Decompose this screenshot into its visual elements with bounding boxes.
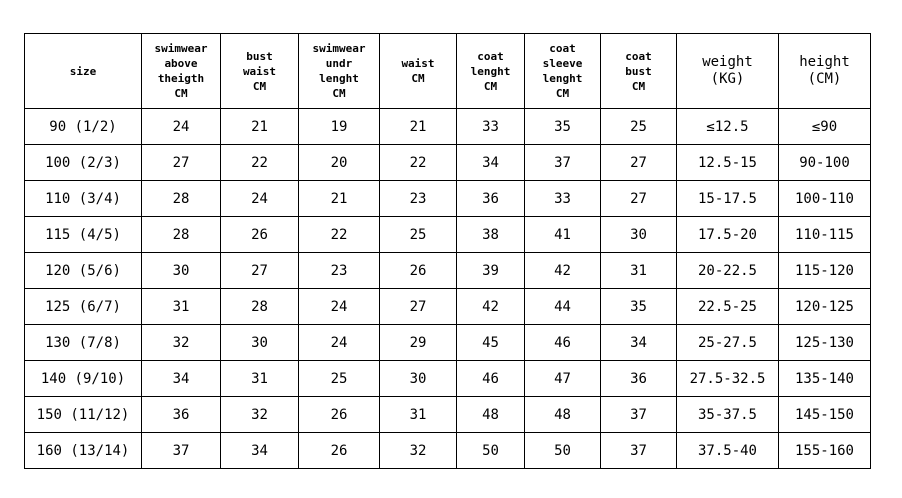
cell-coat-sleeve-length: 47	[525, 361, 601, 397]
table-row	[25, 289, 871, 325]
cell-swimwear-above-thigh: 24	[142, 109, 221, 145]
cell-waist: 30	[380, 361, 457, 397]
cell-bust-waist: 30	[221, 325, 299, 361]
header-weight: weight (KG)	[677, 34, 779, 109]
cell-coat-sleeve-length: 37	[525, 145, 601, 181]
cell-height: 155-160	[779, 433, 871, 469]
cell-coat-bust: 27	[601, 145, 677, 181]
cell-coat-sleeve-length: 48	[525, 397, 601, 433]
table-row	[25, 145, 871, 181]
size-chart-table	[24, 33, 871, 469]
cell-swimwear-above-thigh: 28	[142, 217, 221, 253]
cell-bust-waist: 32	[221, 397, 299, 433]
cell-size: 100 (2/3)	[25, 145, 142, 181]
cell-coat-bust: 27	[601, 181, 677, 217]
cell-height: 115-120	[779, 253, 871, 289]
cell-height: 135-140	[779, 361, 871, 397]
cell-coat-length: 46	[457, 361, 525, 397]
cell-coat-sleeve-length: 50	[525, 433, 601, 469]
cell-coat-length: 38	[457, 217, 525, 253]
header-waist: waist CM	[380, 34, 457, 109]
cell-waist: 27	[380, 289, 457, 325]
cell-bust-waist: 28	[221, 289, 299, 325]
cell-swimwear-above-thigh: 36	[142, 397, 221, 433]
cell-coat-length: 42	[457, 289, 525, 325]
cell-waist: 21	[380, 109, 457, 145]
cell-coat-bust: 25	[601, 109, 677, 145]
cell-coat-bust: 36	[601, 361, 677, 397]
cell-weight: 37.5-40	[677, 433, 779, 469]
table-row	[25, 217, 871, 253]
cell-coat-bust: 31	[601, 253, 677, 289]
cell-swimwear-above-thigh: 31	[142, 289, 221, 325]
table-row	[25, 361, 871, 397]
cell-waist: 31	[380, 397, 457, 433]
cell-coat-sleeve-length: 44	[525, 289, 601, 325]
cell-height: 90-100	[779, 145, 871, 181]
table-row	[25, 433, 871, 469]
header-height: height (CM)	[779, 34, 871, 109]
cell-size: 125 (6/7)	[25, 289, 142, 325]
cell-coat-length: 39	[457, 253, 525, 289]
cell-waist: 29	[380, 325, 457, 361]
cell-size: 130 (7/8)	[25, 325, 142, 361]
cell-coat-length: 45	[457, 325, 525, 361]
cell-coat-length: 50	[457, 433, 525, 469]
cell-weight: 25-27.5	[677, 325, 779, 361]
cell-swimwear-under-length: 24	[299, 289, 380, 325]
header-swimwear-under-length: swimwear undr lenght CM	[299, 34, 380, 109]
cell-size: 120 (5/6)	[25, 253, 142, 289]
header-coat-length: coat lenght CM	[457, 34, 525, 109]
cell-bust-waist: 26	[221, 217, 299, 253]
cell-swimwear-under-length: 22	[299, 217, 380, 253]
cell-bust-waist: 34	[221, 433, 299, 469]
cell-swimwear-under-length: 24	[299, 325, 380, 361]
cell-height: 120-125	[779, 289, 871, 325]
table-body	[25, 109, 871, 469]
cell-size: 150 (11/12)	[25, 397, 142, 433]
cell-height: 145-150	[779, 397, 871, 433]
cell-coat-length: 36	[457, 181, 525, 217]
cell-coat-sleeve-length: 35	[525, 109, 601, 145]
cell-swimwear-above-thigh: 27	[142, 145, 221, 181]
cell-swimwear-above-thigh: 32	[142, 325, 221, 361]
cell-coat-length: 33	[457, 109, 525, 145]
table-row	[25, 397, 871, 433]
cell-waist: 22	[380, 145, 457, 181]
cell-height: 100-110	[779, 181, 871, 217]
cell-size: 160 (13/14)	[25, 433, 142, 469]
table-row	[25, 109, 871, 145]
cell-height: 110-115	[779, 217, 871, 253]
cell-waist: 32	[380, 433, 457, 469]
table-row	[25, 181, 871, 217]
cell-swimwear-under-length: 21	[299, 181, 380, 217]
cell-waist: 26	[380, 253, 457, 289]
cell-height: ≤90	[779, 109, 871, 145]
cell-coat-bust: 37	[601, 397, 677, 433]
header-bust-waist: bust waist CM	[221, 34, 299, 109]
cell-bust-waist: 27	[221, 253, 299, 289]
cell-size: 90 (1/2)	[25, 109, 142, 145]
cell-coat-sleeve-length: 41	[525, 217, 601, 253]
cell-coat-sleeve-length: 46	[525, 325, 601, 361]
cell-coat-bust: 37	[601, 433, 677, 469]
cell-swimwear-above-thigh: 34	[142, 361, 221, 397]
cell-bust-waist: 24	[221, 181, 299, 217]
cell-swimwear-above-thigh: 28	[142, 181, 221, 217]
cell-weight: ≤12.5	[677, 109, 779, 145]
cell-coat-sleeve-length: 42	[525, 253, 601, 289]
header-swimwear-above-thigh: swimwear above theigth CM	[142, 34, 221, 109]
cell-coat-sleeve-length: 33	[525, 181, 601, 217]
cell-weight: 12.5-15	[677, 145, 779, 181]
cell-bust-waist: 22	[221, 145, 299, 181]
header-row	[25, 34, 871, 109]
cell-weight: 20-22.5	[677, 253, 779, 289]
cell-height: 125-130	[779, 325, 871, 361]
cell-size: 140 (9/10)	[25, 361, 142, 397]
cell-coat-length: 48	[457, 397, 525, 433]
cell-swimwear-under-length: 20	[299, 145, 380, 181]
cell-weight: 27.5-32.5	[677, 361, 779, 397]
cell-weight: 17.5-20	[677, 217, 779, 253]
cell-waist: 23	[380, 181, 457, 217]
cell-swimwear-under-length: 26	[299, 433, 380, 469]
cell-coat-length: 34	[457, 145, 525, 181]
cell-weight: 35-37.5	[677, 397, 779, 433]
cell-weight: 15-17.5	[677, 181, 779, 217]
cell-swimwear-above-thigh: 37	[142, 433, 221, 469]
cell-size: 115 (4/5)	[25, 217, 142, 253]
header-coat-sleeve-length: coat sleeve lenght CM	[525, 34, 601, 109]
cell-coat-bust: 35	[601, 289, 677, 325]
cell-coat-bust: 34	[601, 325, 677, 361]
table-row	[25, 253, 871, 289]
cell-weight: 22.5-25	[677, 289, 779, 325]
cell-swimwear-under-length: 23	[299, 253, 380, 289]
cell-swimwear-under-length: 25	[299, 361, 380, 397]
cell-bust-waist: 21	[221, 109, 299, 145]
table-row	[25, 325, 871, 361]
cell-waist: 25	[380, 217, 457, 253]
cell-size: 110 (3/4)	[25, 181, 142, 217]
cell-swimwear-under-length: 26	[299, 397, 380, 433]
table-header	[25, 34, 871, 109]
cell-swimwear-under-length: 19	[299, 109, 380, 145]
header-size: size	[25, 34, 142, 109]
cell-bust-waist: 31	[221, 361, 299, 397]
cell-swimwear-above-thigh: 30	[142, 253, 221, 289]
cell-coat-bust: 30	[601, 217, 677, 253]
header-coat-bust: coat bust CM	[601, 34, 677, 109]
